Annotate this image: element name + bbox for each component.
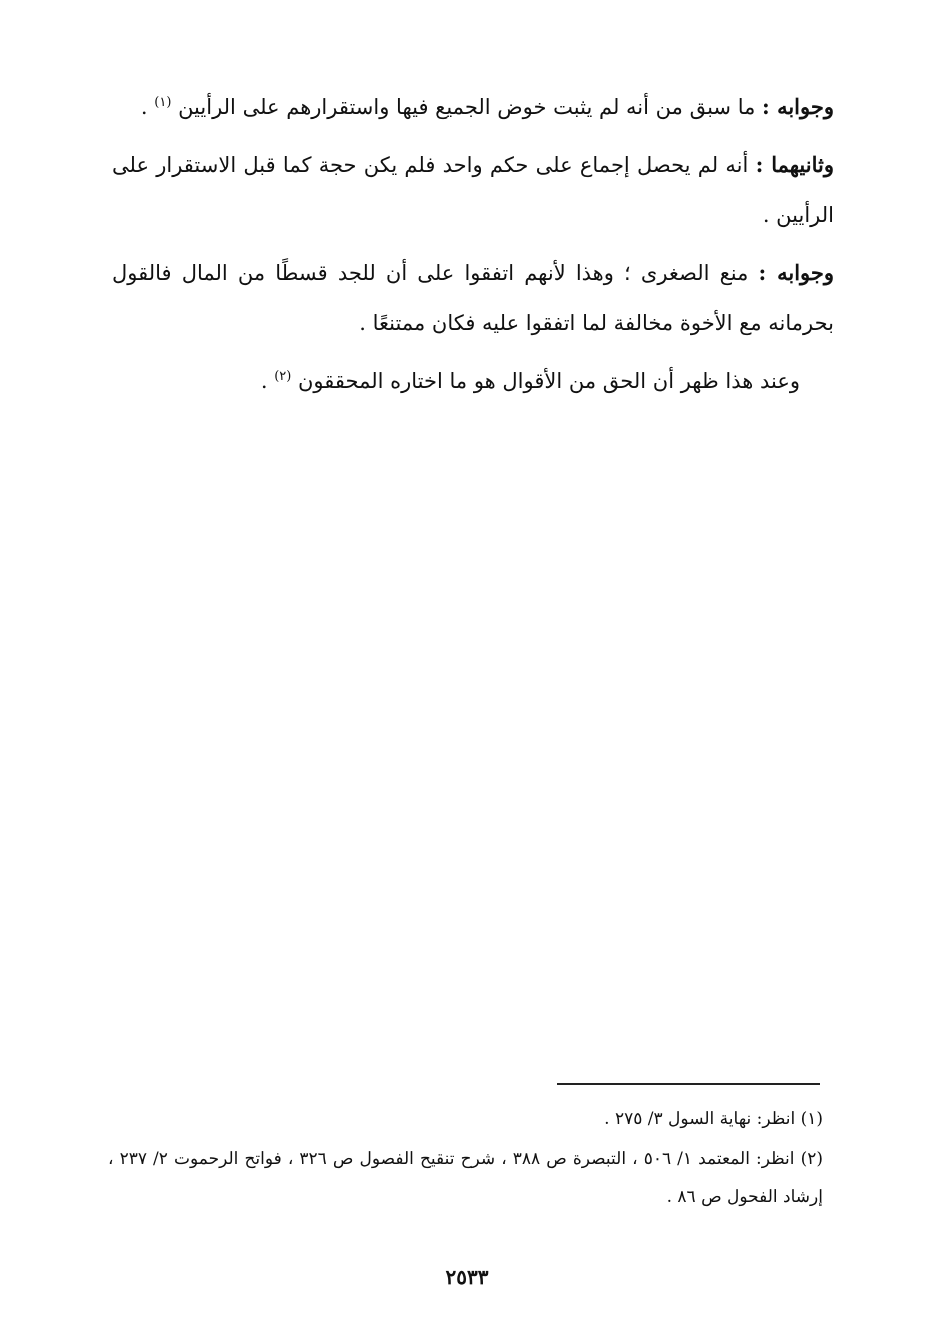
paragraph-lead: وجوابه :	[758, 260, 834, 285]
paragraph-second-objection	[112, 140, 834, 240]
paragraph-answer-1	[112, 82, 834, 132]
paragraph-answer-2	[112, 248, 834, 348]
paragraph-text: وعند هذا ظهر أن الحق من الأقوال هو ما اختاره المحققون	[291, 369, 800, 393]
paragraph-conclusion	[112, 356, 834, 406]
main-text	[112, 82, 834, 414]
footnote-ref-1: (١)	[154, 95, 172, 110]
paragraph-tail: .	[260, 369, 275, 393]
paragraph-tail: .	[140, 95, 155, 119]
paragraph-text: ما سبق من أنه لم يثبت خوض الجميع فيها واستقرارهم على الرأيين	[171, 95, 763, 119]
footnote-1: (١) انظر: نهاية السول ٣/ ٢٧٥ .	[604, 1109, 823, 1129]
paragraph-lead: وثانيهما :	[755, 152, 834, 177]
paragraph-text: أنه لم يحصل إجماع على حكم واحد فلم يكن حجة كما قبل الاستقرار على الرأيين .	[112, 153, 834, 227]
paragraph-text: منع الصغرى ؛ وهذا لأنهم اتفقوا على أن للجد قسطًا من المال فالقول بحرمانه مع الأخوة مخالفة لما اتفقوا عليه فكان ممتنعًا .	[112, 261, 834, 335]
footnotes	[108, 1100, 823, 1218]
paragraph-lead: وجوابه :	[762, 94, 834, 119]
footnote-ref-2: (٢)	[274, 369, 292, 384]
footnote-2: (٢) انظر: المعتمد ١/ ٥٠٦ ، التبصرة ص ٣٨٨ ، شرح تنقيح الفصول ص ٣٢٦ ، فواتح الرحموت ٢/ ٢٣٧ ، إرشاد الفحول ص ٨٦ .	[108, 1149, 823, 1207]
footnote-divider	[557, 1083, 820, 1085]
page-number: ٢٥٣٣	[445, 1265, 489, 1289]
